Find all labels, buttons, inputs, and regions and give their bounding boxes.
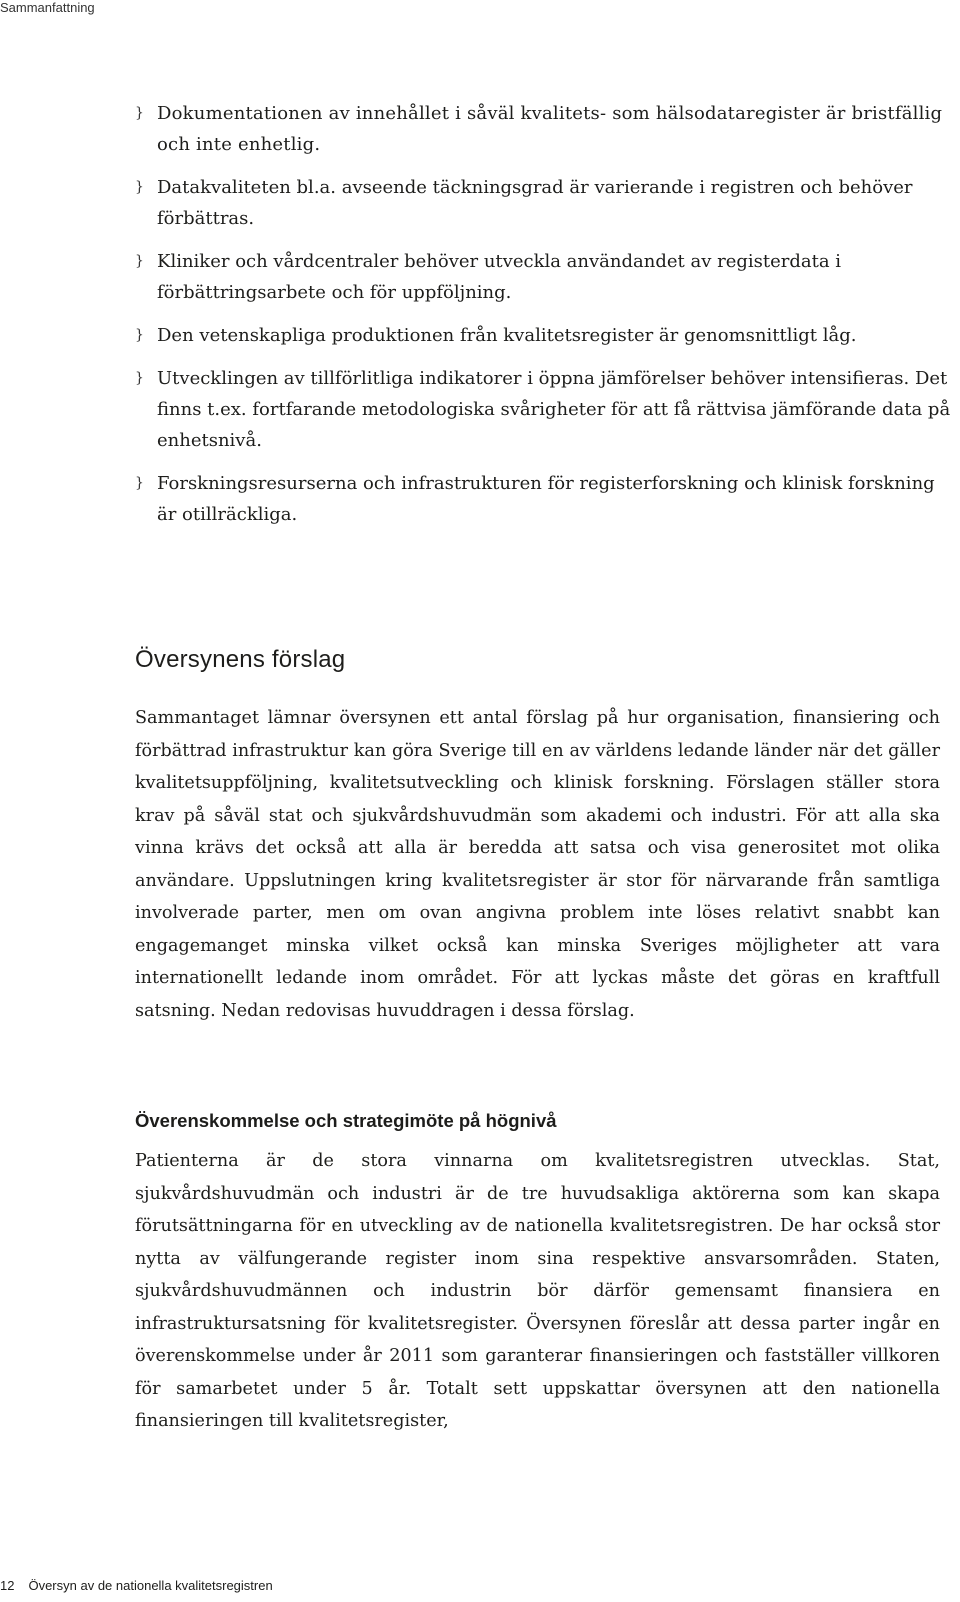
list-item [135,246,955,308]
list-item-text: Datakvaliteten bl.a. avseende täckningsgrad är varierande i registren och behöver förbättras. [157,177,913,229]
list-item [135,320,955,351]
page-number: 12 [0,1578,15,1593]
list-item-text: Den vetenskapliga produktionen från kvalitetsregister är genomsnittligt låg. [157,325,857,346]
list-item [135,98,955,160]
list-item-text: Dokumentationen av innehållet i såväl kvalitets- som hälsodataregister är bristfällig och inte enhetlig. [157,103,943,155]
running-header: Sammanfattning [0,0,95,15]
page-footer [0,1578,273,1593]
subsection-heading: Överenskommelse och strategimöte på högnivå [135,1110,557,1131]
bullet-marker: } [135,370,144,386]
bullet-marker: } [135,253,144,269]
section-paragraph: Sammantaget lämnar översynen ett antal förslag på hur organisation, finansiering och förbättrad infrastruktur kan göra Sverige till en av världens ledande länder när det gäller kvalitetsuppföljning, kvalitetsutveckling och klinisk forskning. Förslagen ställer stora krav på såväl stat och sjukvårdshuvudmän som akademi och industri. För att alla ska vinna krävs det också att alla är beredda att satsa och visa generositet mot olika användare. Uppslutningen kring kvalitetsregister är stor för närvarande från samtliga involverade parter, men om ovan angivna problem inte löses relativt snabbt kan engagemanget minska vilket också kan minska Sveriges möjligheter att vara internationellt ledande inom området. För att lyckas måste det göras en kraftfull satsning. Nedan redovisas huvuddragen i dessa förslag. [135,708,940,1021]
list-item-text: Utvecklingen av tillförlitliga indikatorer i öppna jämförelser behöver intensifieras. Det finns t.ex. fortfarande metodologiska svårigheter för att få rättvisa jämförande data på enhetsnivå. [157,368,951,451]
bullet-list [135,98,955,542]
list-item [135,172,955,234]
section-heading: Översynens förslag [135,646,346,673]
list-item [135,468,955,530]
subsection-paragraph: Patienterna är de stora vinnarna om kvalitetsregistren utvecklas. Stat, sjukvårdshuvudmän och industri är de tre huvudsakliga aktörerna som kan skapa förutsättningarna för en utveckling av de nationella kvalitetsregistren. De har också stor nytta av välfungerande register inom sina respektive ansvarsområden. Staten, sjukvårdshuvudmännen och industrin bör därför gemensamt finansiera en infrastruktursatsning för kvalitetsregister. Översynen föreslår att dessa parter ingår en överenskommelse under år 2011 som garanterar finansieringen och fastställer villkoren för samarbetet under 5 år. Totalt sett uppskattar översynen att den nationella finansieringen till kvalitetsregister, [135,1151,940,1431]
list-item-text: Kliniker och vårdcentraler behöver utveckla användandet av registerdata i förbättringsarbete och för uppföljning. [157,251,842,303]
bullet-marker: } [135,327,144,343]
bullet-marker: } [135,179,144,195]
list-item-text: Forskningsresurserna och infrastrukturen för registerforskning och klinisk forskning är otillräckliga. [157,473,935,525]
footer-document-title: Översyn av de nationella kvalitetsregistren [28,1578,273,1593]
list-item [135,363,955,456]
bullet-marker: } [135,105,145,121]
bullet-marker: } [135,475,144,491]
